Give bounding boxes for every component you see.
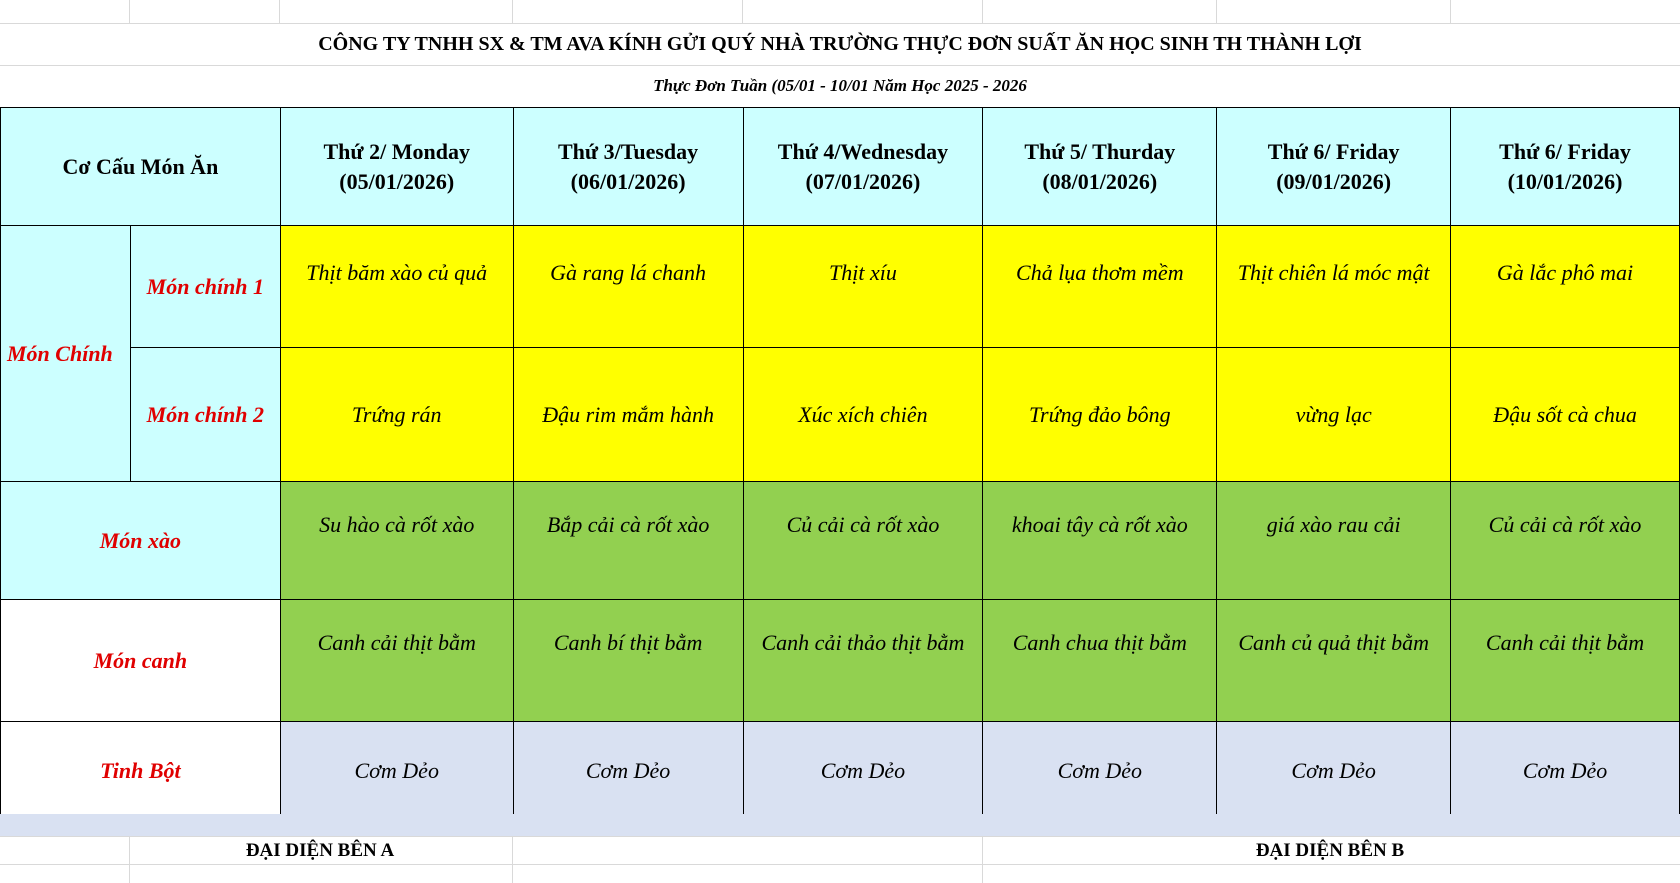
table-row-main2: [1, 348, 1680, 482]
table-row-main1: [1, 226, 1680, 348]
footer-band: [0, 814, 1680, 836]
sheet-gridline: [742, 0, 743, 24]
page-title: CÔNG TY TNHH SX & TM AVA KÍNH GỬI QUÝ NHÀ TRƯỜNG THỰC ĐƠN SUẤT ĂN HỌC SINH TH THÀNH LỢI: [318, 32, 1362, 55]
menu-cell: Canh cải thịt bằm: [1451, 600, 1680, 722]
table-header-row: [1, 108, 1680, 226]
day-name: Thứ 6/ Friday: [1267, 138, 1400, 164]
day-date: (10/01/2026): [1507, 168, 1623, 194]
sheet-gridline: [0, 65, 1680, 66]
day-date: (05/01/2026): [339, 168, 455, 194]
day-date: (09/01/2026): [1276, 168, 1392, 194]
day-name: Thứ 3/Tuesday: [557, 138, 699, 164]
day-header: [280, 108, 513, 226]
sheet-gridline: [1450, 0, 1451, 24]
row-label-stirfry: Món xào: [1, 482, 281, 600]
sheet-gridline: [512, 0, 513, 24]
day-date: (06/01/2026): [570, 168, 686, 194]
sheet-gridline: [129, 0, 130, 24]
menu-cell: Canh chua thịt bằm: [983, 600, 1217, 722]
sheet-gridline: [982, 836, 983, 883]
signature-party-b: ĐẠI DIỆN BÊN B: [1255, 840, 1405, 861]
day-header: [513, 108, 743, 226]
day-date: (08/01/2026): [1042, 168, 1158, 194]
group-label-main: Món Chính: [1, 226, 131, 482]
row-label-main1: Món chính 1: [130, 226, 280, 348]
menu-cell: Thịt xíu: [743, 226, 983, 348]
sheet-gridline: [0, 864, 1680, 865]
menu-cell: Chả lụa thơm mềm: [983, 226, 1217, 348]
day-name: Thứ 4/Wednesday: [777, 138, 949, 164]
menu-table: [0, 107, 1680, 820]
menu-cell: Gà lắc phô mai: [1451, 226, 1680, 348]
day-header: [1217, 108, 1451, 226]
menu-cell: Thịt băm xào củ quả: [280, 226, 513, 348]
signature-party-a: ĐẠI DIỆN BÊN A: [245, 840, 395, 861]
sheet-gridline: [1216, 0, 1217, 24]
row-label-main2: Món chính 2: [130, 348, 280, 482]
day-name: Thứ 5/ Thurday: [1024, 138, 1176, 164]
day-name: Thứ 6/ Friday: [1499, 138, 1631, 164]
day-header: [1451, 108, 1680, 226]
menu-cell: Thịt chiên lá móc mật: [1217, 226, 1451, 348]
row-label-soup: Món canh: [1, 600, 281, 722]
table-row-soup: [1, 600, 1680, 722]
day-header: [983, 108, 1217, 226]
table-row-starch: [1, 722, 1680, 820]
menu-cell: Cơm Dẻo: [513, 722, 743, 820]
page-subtitle: Thực Đơn Tuần (05/01 - 10/01 Năm Học 2025 - 2026: [653, 76, 1027, 95]
menu-cell: Canh cải thảo thịt bằm: [743, 600, 983, 722]
menu-cell: Đậu sốt cà chua: [1451, 348, 1680, 482]
menu-cell: Củ cải cà rốt xào: [1451, 482, 1680, 600]
menu-cell: Cơm Dẻo: [1451, 722, 1680, 820]
menu-cell: Trứng đảo bông: [983, 348, 1217, 482]
menu-cell: Xúc xích chiên: [743, 348, 983, 482]
menu-cell: vừng lạc: [1217, 348, 1451, 482]
menu-cell: Cơm Dẻo: [983, 722, 1217, 820]
day-header: [743, 108, 983, 226]
menu-cell: Su hào cà rốt xào: [280, 482, 513, 600]
day-date: (07/01/2026): [805, 168, 921, 194]
menu-cell: Gà rang lá chanh: [513, 226, 743, 348]
menu-cell: Cơm Dẻo: [1217, 722, 1451, 820]
menu-cell: khoai tây cà rốt xào: [983, 482, 1217, 600]
menu-cell: Canh bí thịt bằm: [513, 600, 743, 722]
sheet-gridline: [0, 836, 1680, 837]
menu-cell: Củ cải cà rốt xào: [743, 482, 983, 600]
menu-cell: Cơm Dẻo: [743, 722, 983, 820]
structure-header: Cơ Cấu Món Ăn: [1, 108, 281, 226]
sheet-gridline: [982, 0, 983, 24]
day-name: Thứ 2/ Monday: [323, 138, 470, 164]
table-row-stirfry: [1, 482, 1680, 600]
menu-cell: Cơm Dẻo: [280, 722, 513, 820]
menu-cell: Canh củ quả thịt bằm: [1217, 600, 1451, 722]
row-label-starch: Tinh Bột: [1, 722, 281, 820]
menu-cell: Canh cải thịt bằm: [280, 600, 513, 722]
menu-cell: Bắp cải cà rốt xào: [513, 482, 743, 600]
sheet-gridline: [512, 836, 513, 883]
menu-cell: Đậu rim mắm hành: [513, 348, 743, 482]
menu-cell: giá xào rau cải: [1217, 482, 1451, 600]
sheet-gridline: [279, 0, 280, 24]
menu-cell: Trứng rán: [280, 348, 513, 482]
